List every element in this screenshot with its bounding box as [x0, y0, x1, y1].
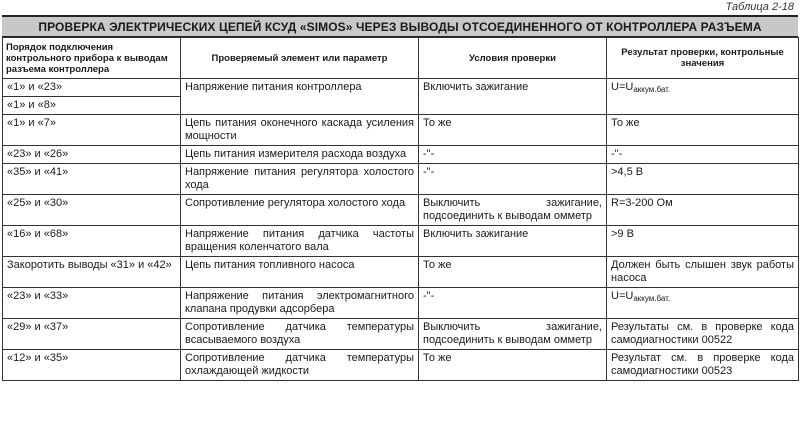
- condition-cell: Включить зажигание: [419, 79, 607, 115]
- element-cell: Напряжение питания датчика частоты вращения коленчатого вала: [181, 226, 419, 257]
- condition-cell: Выключить зажигание, подсоединить к выводам омметр: [419, 195, 607, 226]
- result-cell: [607, 79, 799, 115]
- result-value: U=U: [611, 290, 634, 302]
- table-row: [3, 319, 799, 350]
- header-row: [3, 38, 799, 79]
- condition-cell: Выключить зажигание, подсоединить к выводам омметр: [419, 319, 607, 350]
- table-row: [3, 195, 799, 226]
- result-value: U=U: [611, 81, 634, 93]
- result-subscript: аккум.бат.: [633, 294, 671, 303]
- table-number: Таблица 2-18: [725, 1, 794, 13]
- pins-cell: «1» и «23»: [3, 79, 181, 97]
- header-element: Проверяемый элемент или параметр: [181, 38, 419, 79]
- result-cell: Результаты см. в проверке кода самодиагностики 00522: [607, 319, 799, 350]
- result-cell: [607, 288, 799, 319]
- header-condition: Условия проверки: [419, 38, 607, 79]
- element-cell: Сопротивление датчика температуры всасываемого воздуха: [181, 319, 419, 350]
- pins-cell: «35» и «41»: [3, 164, 181, 195]
- element-cell: Цепь питания оконечного каскада усиления мощности: [181, 115, 419, 146]
- table-row: [3, 257, 799, 288]
- element-cell: Напряжение питания электромагнитного клапана продувки адсорбера: [181, 288, 419, 319]
- condition-cell: То же: [419, 257, 607, 288]
- result-cell: R=3-200 Ом: [607, 195, 799, 226]
- pins-cell: «1» и «8»: [3, 97, 181, 115]
- condition-cell: -"-: [419, 164, 607, 195]
- table-row: [3, 288, 799, 319]
- table-title: ПРОВЕРКА ЭЛЕКТРИЧЕСКИХ ЦЕПЕЙ КСУД «SIMOS» ЧЕРЕЗ ВЫВОДЫ ОТСОЕДИНЕННОГО ОТ КОНТРОЛЛЕРА РАЗЪЕМА: [2, 15, 798, 37]
- pins-cell: «1» и «7»: [3, 115, 181, 146]
- element-cell: Напряжение питания регулятора холостого хода: [181, 164, 419, 195]
- pins-cell: «29» и «37»: [3, 319, 181, 350]
- pins-cell: «23» и «33»: [3, 288, 181, 319]
- result-cell: >9 В: [607, 226, 799, 257]
- element-cell: Сопротивление регулятора холостого хода: [181, 195, 419, 226]
- element-cell: Напряжение питания контроллера: [181, 79, 419, 115]
- header-pins: Порядок подключения контрольного прибора к выводам разъема контроллера: [3, 38, 181, 79]
- condition-cell: -"-: [419, 288, 607, 319]
- element-cell: Сопротивление датчика температуры охлаждающей жидкости: [181, 350, 419, 381]
- condition-cell: То же: [419, 115, 607, 146]
- result-cell: >4,5 В: [607, 164, 799, 195]
- table-row: [3, 350, 799, 381]
- condition-cell: Включить зажигание: [419, 226, 607, 257]
- table-row: [3, 226, 799, 257]
- element-cell: Цепь питания топливного насоса: [181, 257, 419, 288]
- result-cell: -"-: [607, 146, 799, 164]
- check-table: [2, 37, 799, 381]
- table-row: [3, 164, 799, 195]
- condition-cell: -"-: [419, 146, 607, 164]
- result-cell: Результат см. в проверке кода самодиагностики 00523: [607, 350, 799, 381]
- result-subscript: аккум.бат.: [633, 85, 671, 94]
- table-row: [3, 79, 799, 97]
- pins-cell: «25» и «30»: [3, 195, 181, 226]
- pins-cell: «16» и «68»: [3, 226, 181, 257]
- element-cell: Цепь питания измерителя расхода воздуха: [181, 146, 419, 164]
- header-result: Результат проверки, контрольные значения: [607, 38, 799, 79]
- pins-cell: «23» и «26»: [3, 146, 181, 164]
- result-cell: То же: [607, 115, 799, 146]
- pins-cell: «12» и «35»: [3, 350, 181, 381]
- pins-cell: Закоротить выводы «31» и «42»: [3, 257, 181, 288]
- condition-cell: То же: [419, 350, 607, 381]
- result-cell: Должен быть слышен звук работы насоса: [607, 257, 799, 288]
- table-row: [3, 115, 799, 146]
- table-row: [3, 146, 799, 164]
